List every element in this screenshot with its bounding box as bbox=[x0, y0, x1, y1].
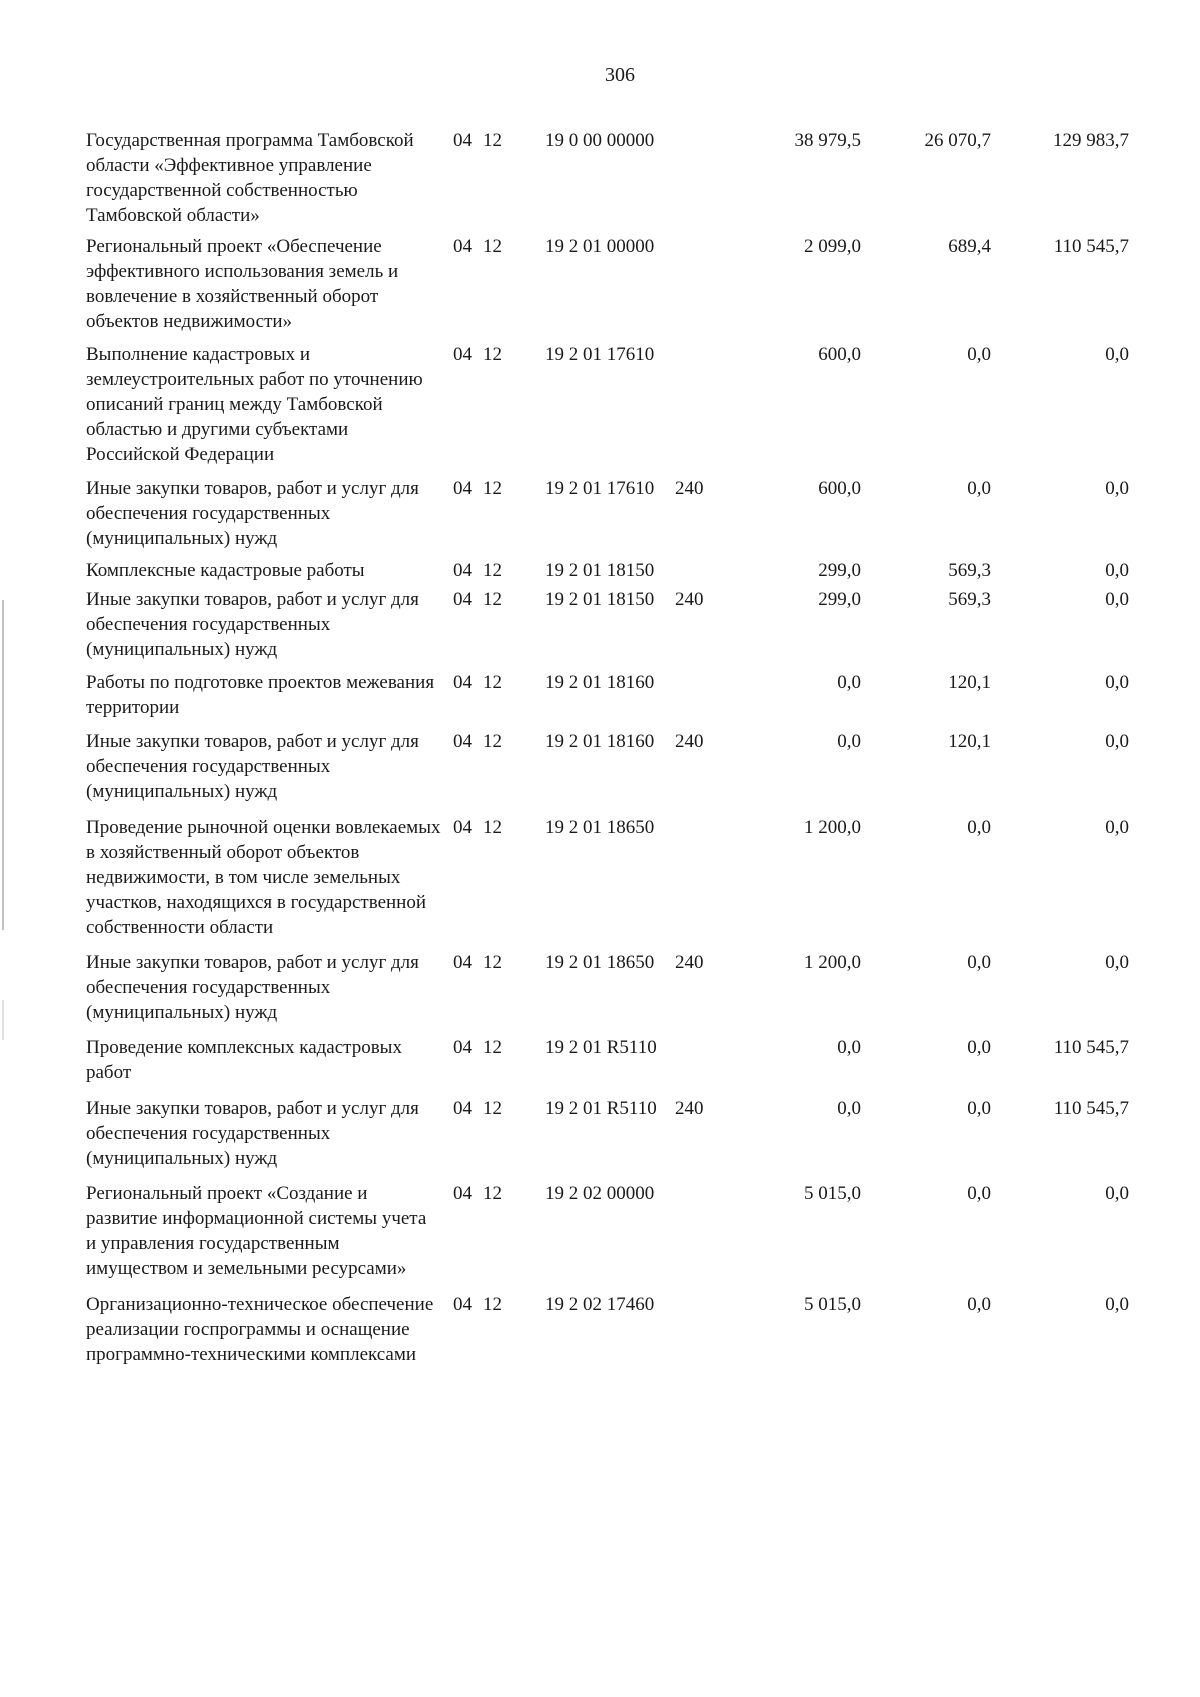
row-section: 04 bbox=[453, 344, 472, 365]
row-amount-year-3: 0,0 bbox=[1105, 344, 1129, 365]
row-subsection: 12 bbox=[483, 589, 502, 610]
row-amount-year-1: 2 099,0 bbox=[804, 236, 861, 257]
row-name: Государственная программа Тамбовской области «Эффективное управление государственной собственностью Тамбовской области» bbox=[86, 130, 414, 226]
row-amount-year-1: 5 015,0 bbox=[804, 1183, 861, 1204]
row-target-article: 19 2 01 18160 bbox=[545, 731, 655, 752]
row-target-article: 19 2 01 00000 bbox=[545, 236, 655, 257]
row-section: 04 bbox=[453, 1098, 472, 1119]
row-amount-year-2: 569,3 bbox=[948, 589, 991, 610]
row-amount-year-1: 0,0 bbox=[837, 672, 861, 693]
row-section: 04 bbox=[453, 589, 472, 610]
budget-table bbox=[86, 128, 1166, 1379]
row-section: 04 bbox=[453, 1294, 472, 1315]
row-target-article: 19 0 00 00000 bbox=[545, 130, 655, 151]
row-expense-type: 240 bbox=[675, 1098, 704, 1119]
table-row bbox=[86, 1096, 1166, 1171]
row-section: 04 bbox=[453, 1037, 472, 1058]
row-amount-year-3: 0,0 bbox=[1105, 560, 1129, 581]
row-name: Проведение комплексных кадастровых работ bbox=[86, 1037, 402, 1083]
row-amount-year-1: 1 200,0 bbox=[804, 952, 861, 973]
row-target-article: 19 2 01 R5110 bbox=[545, 1098, 657, 1119]
table-row bbox=[86, 128, 1166, 228]
row-amount-year-3: 129 983,7 bbox=[1053, 130, 1129, 151]
row-amount-year-2: 26 070,7 bbox=[924, 130, 991, 151]
row-amount-year-1: 299,0 bbox=[818, 589, 861, 610]
page-number: 306 bbox=[605, 64, 635, 86]
row-name: Иные закупки товаров, работ и услуг для обеспечения государственных (муниципальных) нужд bbox=[86, 952, 419, 1023]
row-target-article: 19 2 01 18150 bbox=[545, 589, 655, 610]
table-row bbox=[86, 950, 1166, 1025]
table-row bbox=[86, 587, 1166, 662]
row-subsection: 12 bbox=[483, 817, 502, 838]
row-target-article: 19 2 02 00000 bbox=[545, 1183, 655, 1204]
row-name: Региональный проект «Создание и развитие информационной системы учета и управления государственным имуществом и земельными ресурсами» bbox=[86, 1183, 427, 1279]
row-section: 04 bbox=[453, 817, 472, 838]
row-section: 04 bbox=[453, 478, 472, 499]
table-row bbox=[86, 1181, 1166, 1281]
row-section: 04 bbox=[453, 672, 472, 693]
row-target-article: 19 2 01 18650 bbox=[545, 817, 655, 838]
row-amount-year-3: 110 545,7 bbox=[1053, 1037, 1129, 1058]
row-amount-year-2: 0,0 bbox=[967, 478, 991, 499]
row-amount-year-1: 0,0 bbox=[837, 1098, 861, 1119]
row-subsection: 12 bbox=[483, 560, 502, 581]
row-name: Иные закупки товаров, работ и услуг для обеспечения государственных (муниципальных) нужд bbox=[86, 1098, 419, 1169]
table-row bbox=[86, 670, 1166, 720]
row-amount-year-1: 600,0 bbox=[818, 344, 861, 365]
scan-edge-mark bbox=[2, 1000, 4, 1040]
row-amount-year-3: 0,0 bbox=[1105, 672, 1129, 693]
row-section: 04 bbox=[453, 952, 472, 973]
row-name: Работы по подготовке проектов межевания территории bbox=[86, 672, 435, 718]
row-amount-year-2: 0,0 bbox=[967, 1294, 991, 1315]
row-subsection: 12 bbox=[483, 236, 502, 257]
table-row bbox=[86, 234, 1166, 334]
row-amount-year-2: 569,3 bbox=[948, 560, 991, 581]
row-amount-year-1: 0,0 bbox=[837, 1037, 861, 1058]
row-target-article: 19 2 02 17460 bbox=[545, 1294, 655, 1315]
row-expense-type: 240 bbox=[675, 952, 704, 973]
row-subsection: 12 bbox=[483, 952, 502, 973]
table-row bbox=[86, 1292, 1166, 1367]
row-amount-year-1: 5 015,0 bbox=[804, 1294, 861, 1315]
row-subsection: 12 bbox=[483, 1098, 502, 1119]
row-section: 04 bbox=[453, 560, 472, 581]
row-amount-year-2: 689,4 bbox=[948, 236, 991, 257]
row-target-article: 19 2 01 17610 bbox=[545, 478, 655, 499]
row-name: Выполнение кадастровых и землеустроительных работ по уточнению описаний границ между Тамбовской областью и другими субъектами Российской Федерации bbox=[86, 344, 423, 465]
row-amount-year-2: 0,0 bbox=[967, 1098, 991, 1119]
row-section: 04 bbox=[453, 236, 472, 257]
row-target-article: 19 2 01 18150 bbox=[545, 560, 655, 581]
row-amount-year-3: 0,0 bbox=[1105, 1183, 1129, 1204]
row-amount-year-3: 0,0 bbox=[1105, 817, 1129, 838]
table-row bbox=[86, 476, 1166, 551]
row-amount-year-3: 110 545,7 bbox=[1053, 236, 1129, 257]
row-expense-type: 240 bbox=[675, 589, 704, 610]
row-subsection: 12 bbox=[483, 130, 502, 151]
row-subsection: 12 bbox=[483, 1183, 502, 1204]
table-row bbox=[86, 342, 1166, 467]
row-amount-year-1: 1 200,0 bbox=[804, 817, 861, 838]
row-target-article: 19 2 01 18160 bbox=[545, 672, 655, 693]
table-row bbox=[86, 558, 1166, 583]
row-amount-year-1: 600,0 bbox=[818, 478, 861, 499]
row-amount-year-2: 0,0 bbox=[967, 1037, 991, 1058]
row-amount-year-3: 0,0 bbox=[1105, 478, 1129, 499]
row-section: 04 bbox=[453, 731, 472, 752]
row-name: Организационно-техническое обеспечение реализации госпрограммы и оснащение программно-техническими комплексами bbox=[86, 1294, 434, 1365]
row-amount-year-3: 0,0 bbox=[1105, 952, 1129, 973]
row-subsection: 12 bbox=[483, 731, 502, 752]
row-amount-year-3: 0,0 bbox=[1105, 1294, 1129, 1315]
row-target-article: 19 2 01 18650 bbox=[545, 952, 655, 973]
scan-edge-mark bbox=[2, 600, 4, 930]
row-section: 04 bbox=[453, 1183, 472, 1204]
table-row bbox=[86, 729, 1166, 804]
row-expense-type: 240 bbox=[675, 478, 704, 499]
row-target-article: 19 2 01 R5110 bbox=[545, 1037, 657, 1058]
row-amount-year-2: 0,0 bbox=[967, 817, 991, 838]
row-target-article: 19 2 01 17610 bbox=[545, 344, 655, 365]
row-amount-year-2: 0,0 bbox=[967, 952, 991, 973]
row-subsection: 12 bbox=[483, 1037, 502, 1058]
row-name: Иные закупки товаров, работ и услуг для обеспечения государственных (муниципальных) нужд bbox=[86, 589, 419, 660]
row-subsection: 12 bbox=[483, 478, 502, 499]
row-amount-year-3: 110 545,7 bbox=[1053, 1098, 1129, 1119]
row-subsection: 12 bbox=[483, 344, 502, 365]
row-amount-year-2: 0,0 bbox=[967, 1183, 991, 1204]
table-row bbox=[86, 1035, 1166, 1085]
row-name: Комплексные кадастровые работы bbox=[86, 560, 365, 581]
row-name: Проведение рыночной оценки вовлекаемых в хозяйственный оборот объектов недвижимости, в том числе земельных участков, находящихся в государственной собственности области bbox=[86, 817, 441, 938]
row-amount-year-2: 120,1 bbox=[948, 731, 991, 752]
row-amount-year-1: 0,0 bbox=[837, 731, 861, 752]
row-expense-type: 240 bbox=[675, 731, 704, 752]
row-amount-year-3: 0,0 bbox=[1105, 731, 1129, 752]
row-amount-year-1: 299,0 bbox=[818, 560, 861, 581]
row-name: Региональный проект «Обеспечение эффективного использования земель и вовлечение в хозяйственный оборот объектов недвижимости» bbox=[86, 236, 399, 332]
row-amount-year-1: 38 979,5 bbox=[794, 130, 861, 151]
row-section: 04 bbox=[453, 130, 472, 151]
row-amount-year-3: 0,0 bbox=[1105, 589, 1129, 610]
row-amount-year-2: 0,0 bbox=[967, 344, 991, 365]
row-subsection: 12 bbox=[483, 1294, 502, 1315]
row-name: Иные закупки товаров, работ и услуг для обеспечения государственных (муниципальных) нужд bbox=[86, 731, 419, 802]
table-row bbox=[86, 815, 1166, 940]
row-subsection: 12 bbox=[483, 672, 502, 693]
row-amount-year-2: 120,1 bbox=[948, 672, 991, 693]
row-name: Иные закупки товаров, работ и услуг для обеспечения государственных (муниципальных) нужд bbox=[86, 478, 419, 549]
